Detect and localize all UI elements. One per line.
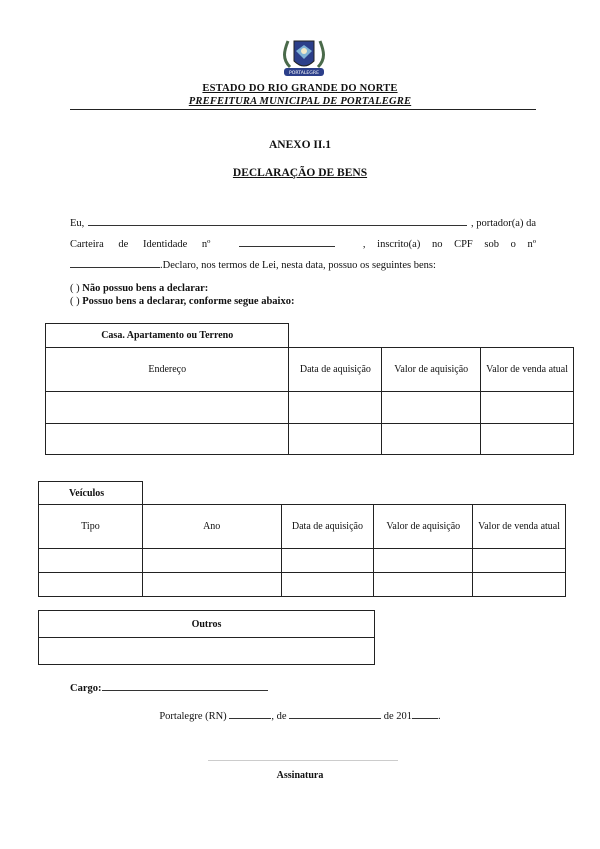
col-valor-venda: Valor de venda atual [481,348,574,392]
place-date-line [0,708,600,722]
table-row[interactable] [46,392,574,424]
carteira-label: Carteira de Identidade nº [70,239,211,250]
year-field[interactable] [412,708,438,719]
option-has-assets-label: Possuo bens a declarar, conforme segue abaixo: [82,296,295,307]
table-row[interactable] [46,424,574,455]
vehicles-table [38,481,566,597]
option-has-assets[interactable] [70,296,294,307]
table-row[interactable] [39,638,375,665]
declaration-line-3 [70,257,536,271]
cpf-number-field[interactable] [70,257,160,268]
others-table [38,610,375,665]
option-no-assets[interactable] [70,283,208,294]
col-valor-aquisicao: Valor de aquisição [382,348,481,392]
checkbox-has-assets[interactable]: ( ) [70,296,80,307]
name-field[interactable] [88,215,467,226]
signature-label: Assinatura [276,770,324,781]
col-tipo: Tipo [39,505,143,549]
declaration-line-1 [70,215,536,229]
others-table-title: Outros [39,611,375,638]
signature-line [208,760,398,761]
period: . [438,711,441,722]
cargo-row [70,680,268,694]
cargo-label: Cargo: [70,683,102,694]
header-divider [70,109,536,110]
city-hall-name: PREFEITURA MUNICIPAL DE PORTALEGRE [188,96,412,107]
checkbox-no-assets[interactable]: ( ) [70,283,80,294]
state-name: ESTADO DO RIO GRANDE DO NORTE [202,83,398,94]
property-table-title: Casa. Apartamento ou Terreno [46,324,289,348]
table-row[interactable] [39,549,566,573]
cargo-field[interactable] [102,680,268,691]
col-valor-venda: Valor de venda atual [473,505,566,549]
id-number-field[interactable] [239,236,335,247]
col-data-aquisicao: Data de aquisição [289,348,382,392]
de-label-2: de 201 [383,711,413,722]
municipal-crest-logo [274,37,334,81]
property-table [45,323,574,455]
portador-label: , portador(a) da [470,218,536,229]
crest-banner-text: PORTALEGRE [289,71,319,76]
month-field[interactable] [289,708,381,719]
col-endereco: Endereço [46,348,289,392]
vehicles-table-title: Veículos [39,482,143,505]
declaration-line-2 [70,236,536,250]
eu-label: Eu, [70,218,85,229]
col-valor-aquisicao: Valor de aquisição [374,505,473,549]
declaro-text: .Declaro, nos termos de Lei, nesta data, possuo os seguintes bens: [160,260,436,271]
cpf-label: , inscrito(a) no CPF sob o nº [362,239,536,250]
place-label: Portalegre (RN) [159,711,227,722]
table-row[interactable] [39,573,566,597]
col-data-aquisicao: Data de aquisição [281,505,374,549]
day-field[interactable] [229,708,271,719]
document-title: DECLARAÇÃO DE BENS [232,167,368,179]
option-no-assets-label: Não possuo bens a declarar: [82,283,209,294]
de-label-1: , de [271,711,287,722]
col-ano: Ano [142,505,281,549]
annex-title: ANEXO II.1 [269,139,331,151]
